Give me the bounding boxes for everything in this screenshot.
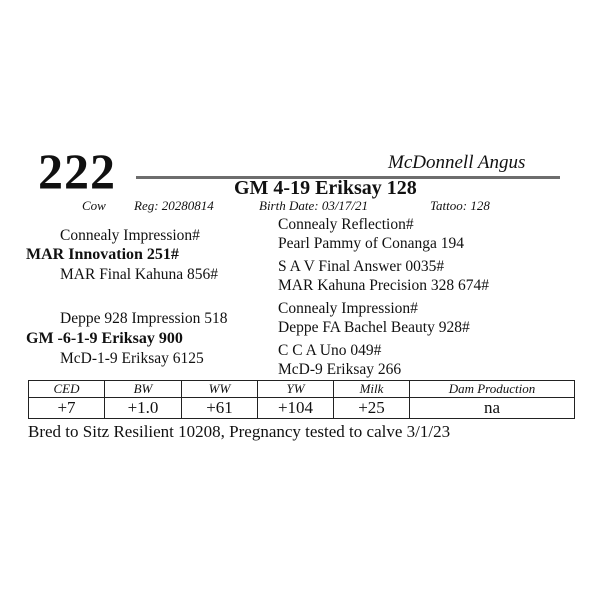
epd-value-row: [29, 398, 575, 419]
pedigree-dam-dam: McD-1-9 Eriksay 6125: [60, 350, 204, 367]
pedigree-right-item: Connealy Reflection#: [278, 216, 414, 233]
pedigree-sire: MAR Innovation 251#: [26, 246, 179, 263]
lot-number: 222: [38, 143, 116, 199]
pedigree-dam-sire: Deppe 928 Impression 518: [60, 310, 228, 327]
epd-header-dam-production: Dam Production: [410, 381, 575, 398]
epd-value-bw: +1.0: [105, 398, 182, 419]
pedigree-right-item: S A V Final Answer 0035#: [278, 258, 445, 275]
birth-date: Birth Date: 03/17/21: [259, 198, 369, 213]
breeding-note: Bred to Sitz Resilient 10208, Pregnancy tested to calve 3/1/23: [28, 422, 451, 441]
pedigree-right-item: Deppe FA Bachel Beauty 928#: [278, 319, 470, 336]
epd-header-row: [29, 381, 575, 398]
epd-value-dam-production: na: [410, 398, 575, 419]
epd-table: [28, 380, 575, 419]
pedigree-right-item: MAR Kahuna Precision 328 674#: [278, 277, 489, 294]
breeder-name: McDonnell Angus: [388, 152, 526, 173]
tattoo: Tattoo: 128: [430, 198, 490, 213]
pedigree-right-item: Connealy Impression#: [278, 300, 418, 317]
registration-number: Reg: 20280814: [134, 198, 214, 213]
pedigree-right-item: McD-9 Eriksay 266: [278, 361, 402, 378]
pedigree-sire-sire: Connealy Impression#: [60, 227, 200, 244]
epd-header-ced: CED: [29, 381, 105, 398]
epd-header-milk: Milk: [334, 381, 410, 398]
pedigree-right-item: C C A Uno 049#: [278, 342, 382, 359]
epd-value-ced: +7: [29, 398, 105, 419]
pedigree-dam: GM -6-1-9 Eriksay 900: [26, 330, 183, 347]
epd-header-ww: WW: [182, 381, 258, 398]
epd-header-bw: BW: [105, 381, 182, 398]
epd-value-ww: +61: [182, 398, 258, 419]
pedigree-sire-dam: MAR Final Kahuna 856#: [60, 266, 219, 283]
animal-name: GM 4-19 Eriksay 128: [234, 177, 417, 199]
epd-header-yw: YW: [258, 381, 334, 398]
animal-sex: Cow: [82, 198, 106, 213]
epd-value-milk: +25: [334, 398, 410, 419]
pedigree-right-item: Pearl Pammy of Conanga 194: [278, 235, 464, 252]
epd-value-yw: +104: [258, 398, 334, 419]
